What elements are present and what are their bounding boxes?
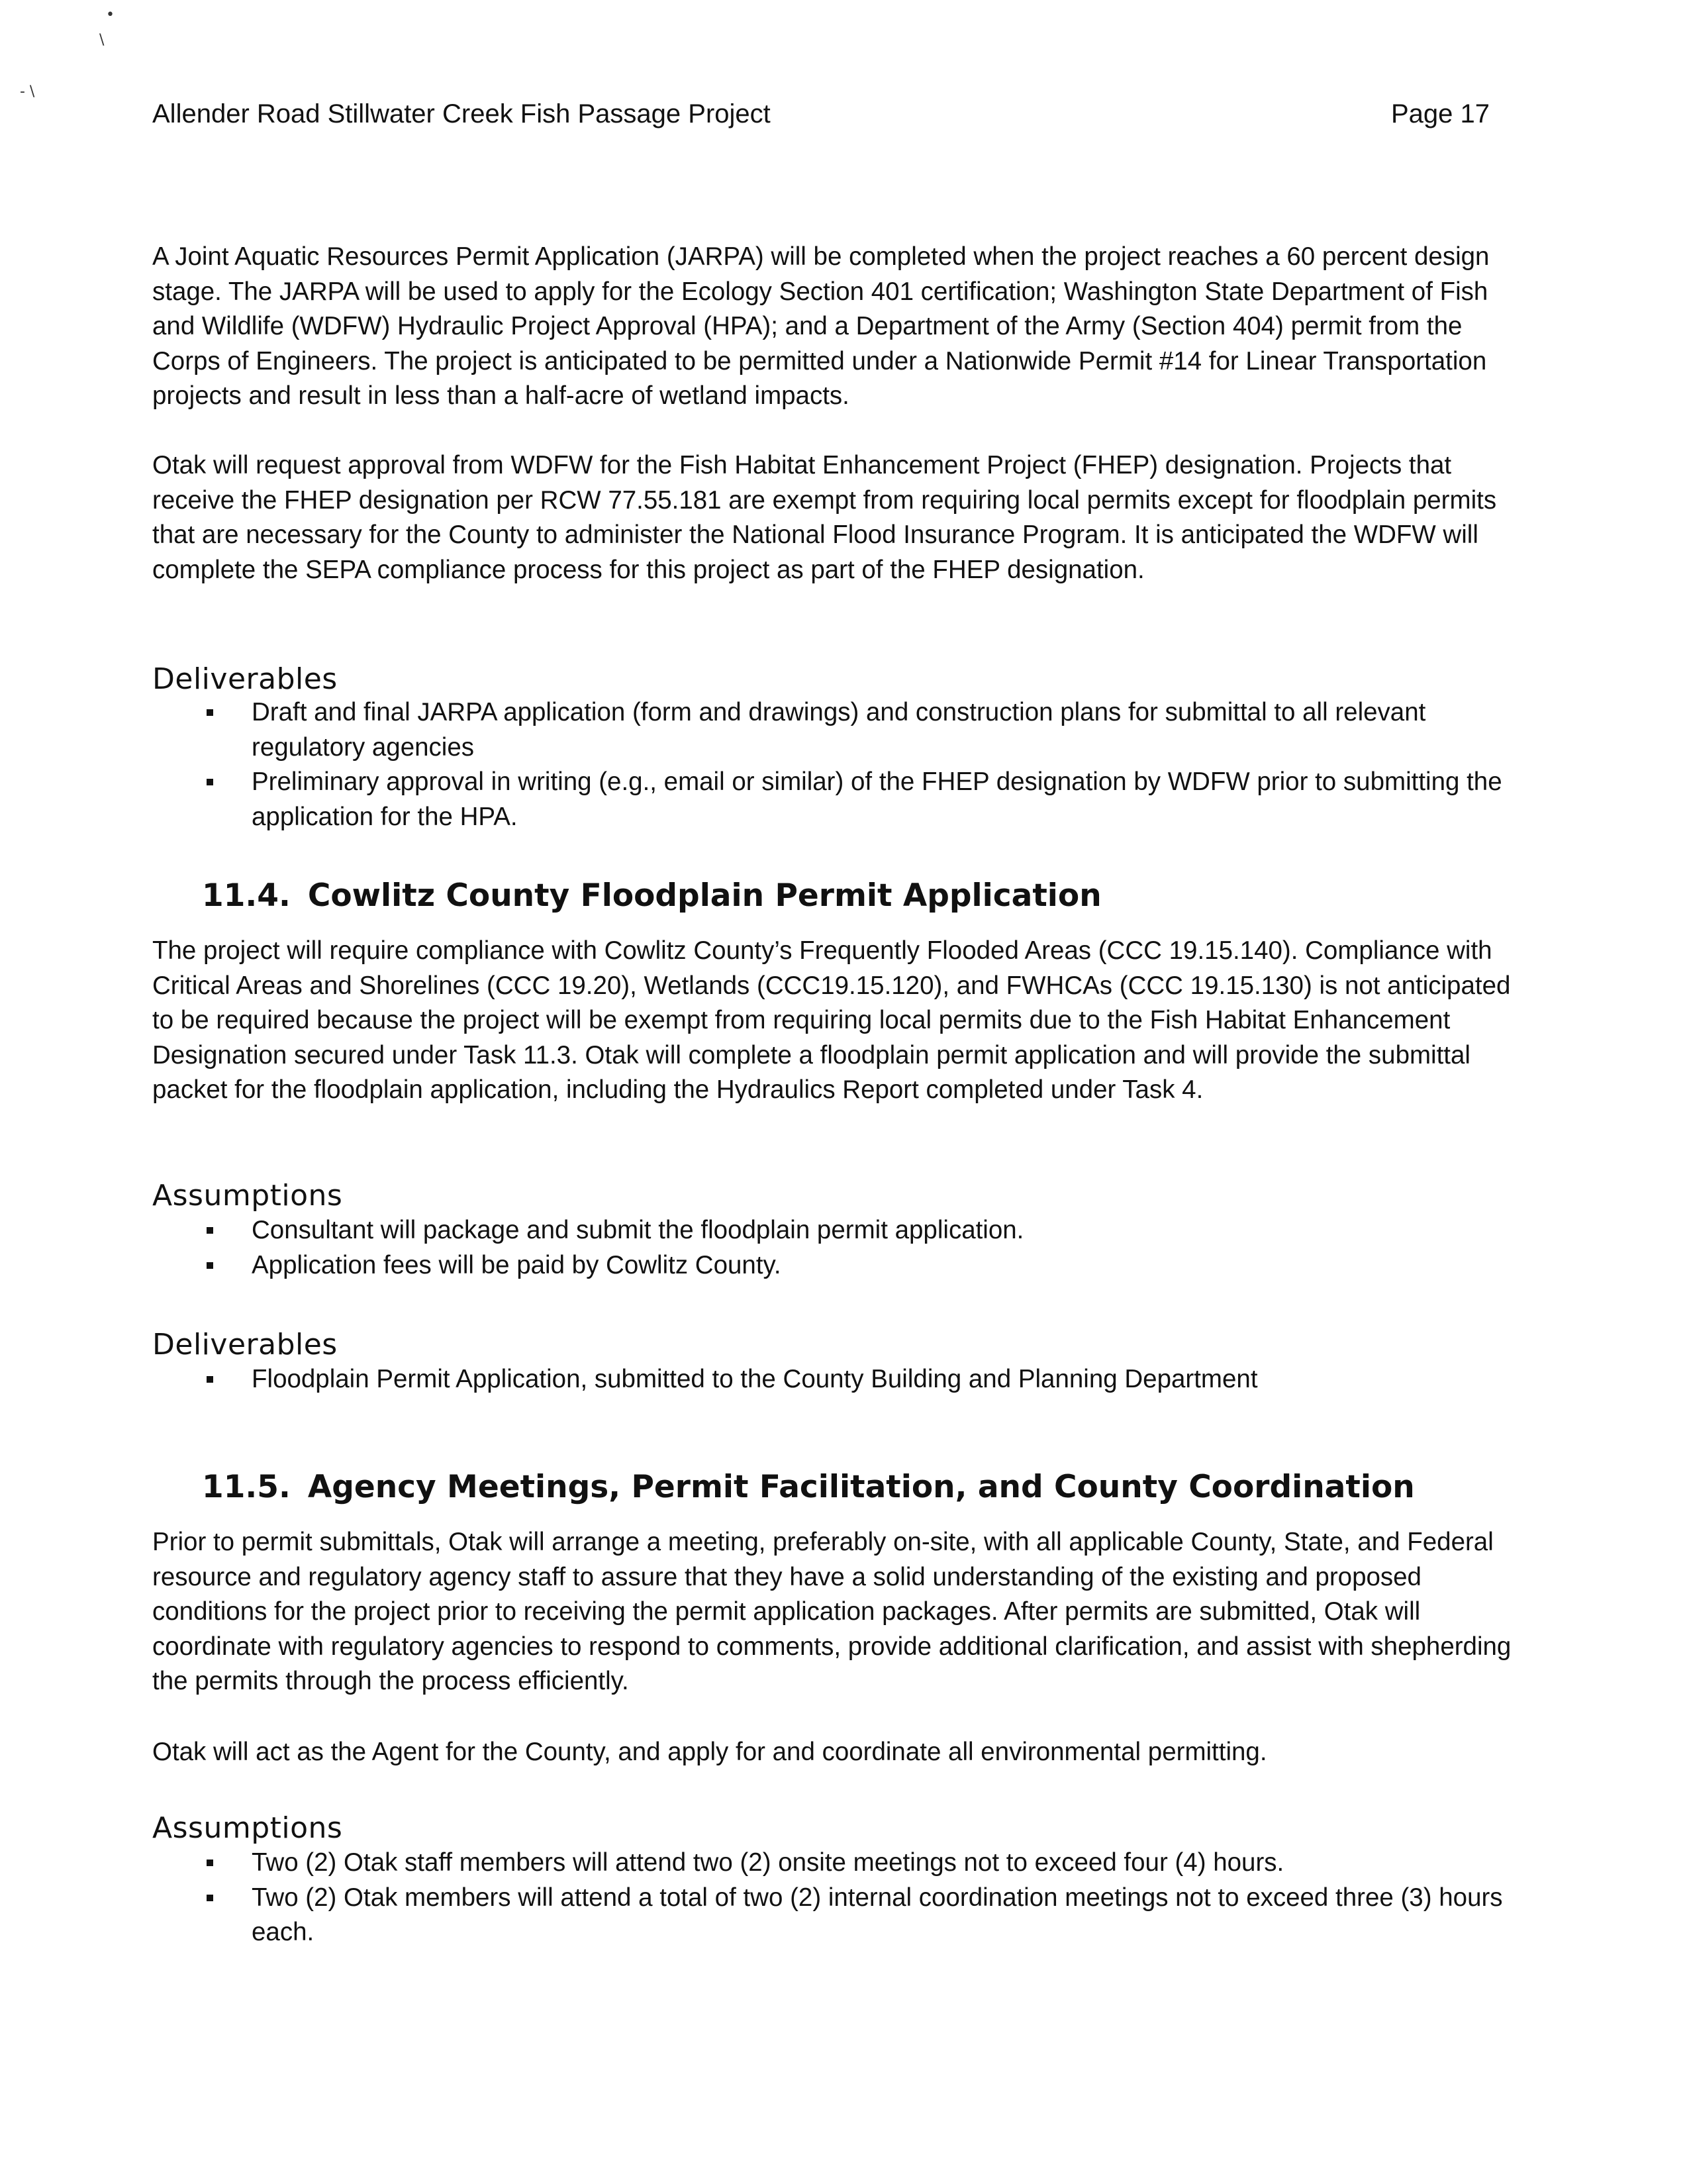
list-item-text: Draft and final JARPA application (form and drawings) and construction plans for submittal to all relevant regulatory agencies: [252, 698, 1426, 762]
agency-meetings-paragraph: Prior to permit submittals, Otak will arrange a meeting, preferably on-site, with all applicable County, State, and Federal resource and regulatory agency staff to assure that they have a solid understanding of the existing and proposed conditions for the project prior to receiving the permit application packages. After permits are submitted, Otak will coordinate with regulatory agencies to respond to comments, provide additional clarification, and assist with shepherding the permits through the process efficiently.: [152, 1528, 1512, 1695]
square-bullet-icon: [207, 1227, 213, 1234]
square-bullet-icon: [207, 1262, 213, 1269]
list-item: [152, 695, 1536, 765]
square-bullet-icon: [207, 709, 213, 716]
list-item-text: Two (2) Otak members will attend a total of two (2) internal coordination meetings not to exceed three (3) hours each.: [252, 1883, 1503, 1946]
assumptions-list: [152, 1846, 1536, 1950]
assumptions-heading: Assumptions: [152, 1811, 343, 1845]
fhep-paragraph: Otak will request approval from WDFW for the Fish Habitat Enhancement Project (FHEP) designation. Projects that receive the FHEP designation per RCW 77.55.181 are exempt from requiring local permits except for floodplain permits that are necessary for the County to administer the National Flood Insurance Program. It is anticipated the WDFW will complete the SEPA compliance process for this project as part of the FHEP designation.: [152, 451, 1497, 584]
section-number: 11.4.: [202, 877, 291, 914]
section-title: Cowlitz County Floodplain Permit Application: [307, 877, 1102, 914]
section-number: 11.5.: [202, 1469, 291, 1505]
list-item: [152, 1213, 1536, 1248]
scan-artifact-mark: \: [99, 32, 105, 48]
page-header: [152, 99, 1490, 129]
list-item-text: Two (2) Otak staff members will attend two (2) onsite meetings not to exceed four (4) hours.: [252, 1848, 1284, 1877]
square-bullet-icon: [207, 1860, 213, 1866]
square-bullet-icon: [207, 1376, 213, 1383]
list-item-text: Consultant will package and submit the floodplain permit application.: [252, 1216, 1024, 1244]
list-item: [152, 1362, 1536, 1397]
agent-paragraph: Otak will act as the Agent for the County, and apply for and coordinate all environmental permitting.: [152, 1738, 1267, 1766]
page-number: Page 17: [1390, 99, 1490, 128]
deliverables-heading: Deliverables: [152, 662, 338, 696]
jarpa-paragraph: A Joint Aquatic Resources Permit Application (JARPA) will be completed when the project reaches a 60 percent design stage. The JARPA will be used to apply for the Ecology Section 401 certification; Washington State Department of Fish and Wildlife (WDFW) Hydraulic Project Approval (HPA); and a Department of the Army (Section 404) permit from the Corps of Engineers. The project is anticipated to be permitted under a Nationwide Permit #14 for Linear Transportation projects and result in less than a half-acre of wetland impacts.: [152, 242, 1490, 410]
list-item-text: Floodplain Permit Application, submitted to the County Building and Planning Department: [252, 1365, 1258, 1393]
section-heading-11-4: [202, 877, 1102, 915]
document-title: Allender Road Stillwater Creek Fish Passage Project: [152, 99, 771, 128]
scan-artifact-mark: •: [106, 7, 115, 23]
list-item: [152, 1248, 1536, 1283]
deliverables-heading: Deliverables: [152, 1328, 338, 1362]
list-item-text: Application fees will be paid by Cowlitz County.: [252, 1250, 781, 1279]
deliverables-list: [152, 695, 1536, 834]
list-item: [152, 765, 1536, 834]
list-item: [152, 1881, 1536, 1950]
assumptions-heading: Assumptions: [152, 1179, 343, 1213]
section-heading-11-5: [202, 1469, 1415, 1506]
square-bullet-icon: [207, 779, 213, 785]
section-title: Agency Meetings, Permit Facilitation, and County Coordination: [307, 1469, 1415, 1505]
deliverables-list: [152, 1362, 1536, 1397]
floodplain-paragraph: The project will require compliance with Cowlitz County’s Frequently Flooded Areas (CCC 19.15.140). Compliance with Critical Areas and Shorelines (CCC 19.20), Wetlands (CCC19.15.120), and FWHCAs (CCC 19.15.130) is not anticipated to be required because the project will be exempt from requiring local permits due to the Fish Habitat Enhancement Designation secured under Task 11.3. Otak will complete a floodplain permit application and will provide the submittal packet for the floodplain application, including the Hydraulics Report completed under Task 4.: [152, 936, 1511, 1104]
assumptions-list: [152, 1213, 1536, 1283]
list-item-text: Preliminary approval in writing (e.g., email or similar) of the FHEP designation by WDFW prior to submitting the application for the HPA.: [252, 768, 1502, 831]
list-item: [152, 1846, 1536, 1881]
scan-artifact-mark: - \: [20, 83, 35, 100]
square-bullet-icon: [207, 1895, 213, 1901]
